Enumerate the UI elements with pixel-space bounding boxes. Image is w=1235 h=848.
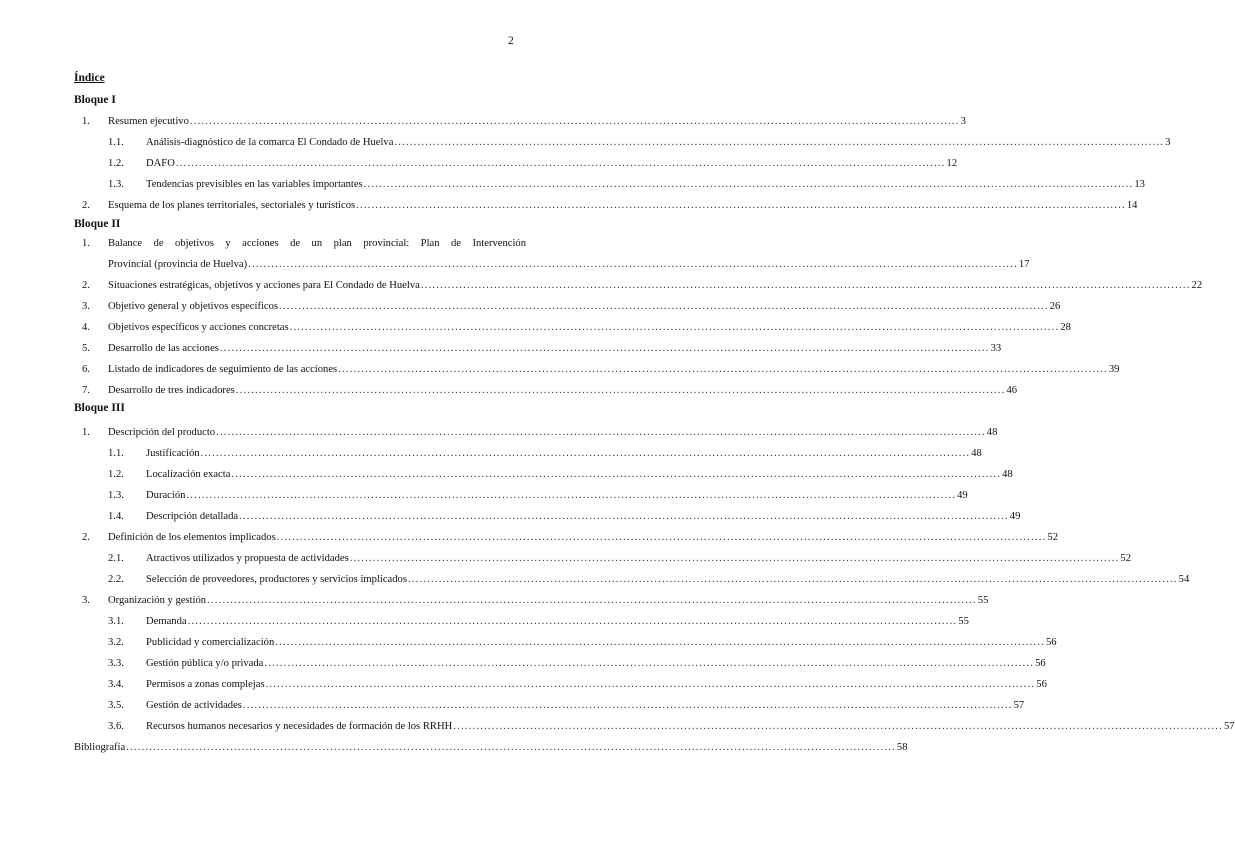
toc-entry-page: 55 (977, 595, 989, 606)
block-heading: Bloque III (74, 402, 125, 414)
toc-entry-page: 13 (1134, 179, 1145, 190)
dot-leader: ........................................................................................................................................................................................................ (186, 490, 957, 501)
toc-entry-page: 48 (971, 448, 982, 459)
toc-entry-title: Resumen ejecutivo (108, 116, 189, 127)
toc-entry-number: 5. (82, 343, 90, 354)
toc-entry-number: 3.6. (108, 721, 124, 732)
page-number: 2 (508, 35, 514, 47)
toc-entry-number: 1. (82, 116, 90, 127)
toc-entry-number: 2. (82, 280, 90, 291)
toc-entry-row (146, 553, 1131, 564)
toc-entry-page: 57 (1013, 700, 1025, 711)
toc-entry-number: 3.1. (108, 616, 124, 627)
toc-entry-title: Desarrollo de tres indicadores (108, 385, 235, 396)
toc-entry-row (146, 158, 958, 169)
toc-entry-page: 33 (990, 343, 1002, 354)
block-heading: Bloque I (74, 94, 116, 106)
toc-entry-row (108, 595, 989, 606)
toc-entry-row (146, 511, 1021, 522)
toc-entry-page: 48 (986, 427, 998, 438)
toc-entry-title: Objetivos específicos y acciones concretas (108, 322, 289, 333)
toc-entry-row (108, 200, 1138, 211)
toc-entry-number: 3.3. (108, 658, 124, 669)
toc-entry-row (146, 448, 982, 459)
toc-entry-row (108, 322, 1071, 333)
toc-entry-number: 3. (82, 595, 90, 606)
dot-leader: ........................................................................................................................................................................................................ (231, 469, 1002, 480)
toc-entry-title: Descripción detallada (146, 511, 239, 522)
toc-entry-number: 1.3. (108, 490, 124, 501)
toc-entry-page: 56 (1045, 637, 1057, 648)
dot-leader: ........................................................................................................................................................................................................ (363, 179, 1134, 190)
toc-entry-row (108, 301, 1061, 312)
toc-entry-number: 3.5. (108, 700, 124, 711)
toc-entry-number: 3.2. (108, 637, 124, 648)
toc-entry-page: 52 (1120, 553, 1131, 564)
toc-entry-title: Duración (146, 490, 186, 501)
toc-entry-row (108, 385, 1018, 396)
dot-leader: ........................................................................................................................................................................................................ (264, 658, 1035, 669)
toc-entry-row (146, 574, 1190, 585)
toc-entry-page: 54 (1178, 574, 1190, 585)
dot-leader: ........................................................................................................................................................................................................ (216, 427, 986, 438)
dot-leader: ........................................................................................................................................................................................................ (289, 322, 1060, 333)
toc-entry-title: Organización y gestión (108, 595, 207, 606)
toc-entry-page: 17 (1018, 259, 1030, 270)
toc-entry-number: 4. (82, 322, 90, 333)
toc-entry-title: Gestión pública y/o privada (146, 658, 264, 669)
toc-entry-title-line1: Balance de objetivos y acciones de un plan provincial: Plan de Intervención (108, 238, 526, 249)
dot-leader: ........................................................................................................................................................................................................ (276, 532, 1047, 543)
toc-entry-page: 28 (1060, 322, 1071, 333)
toc-entry-row (146, 637, 1057, 648)
toc-entry-title: Atractivos utilizados y propuesta de actividades (146, 553, 349, 564)
toc-entry-number: 1.1. (108, 137, 124, 148)
toc-entry-number: 2.2. (108, 574, 124, 585)
toc-entry-title: Tendencias previsibles en las variables importantes (146, 179, 363, 190)
toc-entry-page: 49 (1009, 511, 1021, 522)
toc-entry-number: 1.2. (108, 158, 124, 169)
toc-entry-number: 1.2. (108, 469, 124, 480)
toc-entry-page: 46 (1006, 385, 1018, 396)
toc-entry-row (108, 427, 998, 438)
toc-entry-page: 56 (1035, 658, 1046, 669)
toc-entry-row (108, 364, 1120, 375)
toc-entry-row (146, 137, 1171, 148)
dot-leader: ........................................................................................................................................................................................................ (453, 721, 1223, 732)
toc-entry-row (108, 343, 1002, 354)
toc-entry-page: 57 (1223, 721, 1235, 732)
dot-leader: ........................................................................................................................................................................................................ (265, 679, 1036, 690)
toc-entry-number: 7. (82, 385, 90, 396)
toc-entry-row (146, 179, 1145, 190)
toc-entry-page: 39 (1108, 364, 1120, 375)
toc-entry-title: Situaciones estratégicas, objetivos y acciones para El Condado de Huelva (108, 280, 420, 291)
toc-entry-title: Recursos humanos necesarios y necesidades de formación de los RRHH (146, 721, 453, 732)
toc-entry-page: 14 (1126, 200, 1138, 211)
dot-leader: ........................................................................................................................................................................................................ (356, 200, 1126, 211)
index-title: Índice (74, 72, 105, 84)
toc-entry-row (146, 700, 1025, 711)
dot-leader: ........................................................................................................................................................................................................ (275, 637, 1045, 648)
toc-entry-number: 1. (82, 427, 90, 438)
toc-entry-title: Selección de proveedores, productores y servicios implicados (146, 574, 407, 585)
toc-entry-page: 12 (946, 158, 958, 169)
toc-entry-title: Definición de los elementos implicados (108, 532, 276, 543)
toc-entry-page: 58 (896, 742, 908, 753)
dot-leader: ........................................................................................................................................................................................................ (219, 343, 990, 354)
dot-leader: ........................................................................................................................................................................................................ (200, 448, 971, 459)
toc-entry-page: 26 (1049, 301, 1061, 312)
dot-leader: ........................................................................................................................................................................................................ (189, 116, 960, 127)
toc-entry-number: 2. (82, 200, 90, 211)
toc-entry-row (74, 742, 908, 753)
dot-leader: ........................................................................................................................................................................................................ (126, 742, 896, 753)
toc-entry-page: 3 (960, 116, 966, 127)
toc-entry-title: Permisos a zonas complejas (146, 679, 265, 690)
toc-entry-row (146, 469, 1013, 480)
toc-entry-row (146, 721, 1235, 732)
toc-entry-row (108, 116, 966, 127)
toc-entry-number: 3.4. (108, 679, 124, 690)
dot-leader: ........................................................................................................................................................................................................ (242, 700, 1013, 711)
toc-entry-title: Esquema de los planes territoriales, sectoriales y turísticos (108, 200, 356, 211)
toc-entry-page: 49 (957, 490, 968, 501)
dot-leader: ........................................................................................................................................................................................................ (394, 137, 1165, 148)
toc-entry-title: Listado de indicadores de seguimiento de las acciones (108, 364, 338, 375)
toc-entry-title: Descripción del producto (108, 427, 216, 438)
toc-entry-number: 1. (82, 238, 90, 249)
toc-entry-row (146, 616, 969, 627)
dot-leader: ........................................................................................................................................................................................................ (279, 301, 1049, 312)
toc-entry-number: 2. (82, 532, 90, 543)
toc-entry-page: 55 (958, 616, 969, 627)
toc-entry-number: 1.1. (108, 448, 124, 459)
toc-entry-number: 1.3. (108, 179, 124, 190)
block-heading: Bloque II (74, 218, 121, 230)
toc-entry-page: 48 (1002, 469, 1013, 480)
toc-entry-row (108, 532, 1058, 543)
toc-entry-title: Gestión de actividades (146, 700, 242, 711)
dot-leader: ........................................................................................................................................................................................................ (187, 616, 958, 627)
toc-entry-title: Justificación (146, 448, 200, 459)
toc-entry-title: Bibliografía (74, 742, 126, 753)
toc-entry-number: 1.4. (108, 511, 124, 522)
toc-entry-title: Publicidad y comercialización (146, 637, 275, 648)
toc-entry-title: Análisis-diagnóstico de la comarca El Condado de Huelva (146, 137, 394, 148)
toc-entry-row (146, 490, 968, 501)
dot-leader: ........................................................................................................................................................................................................ (349, 553, 1120, 564)
dot-leader: ........................................................................................................................................................................................................ (407, 574, 1178, 585)
toc-entry-title: Demanda (146, 616, 187, 627)
toc-entry-number: 6. (82, 364, 90, 375)
toc-entry-row (108, 280, 1203, 291)
toc-entry-title: Objetivo general y objetivos específicos (108, 301, 279, 312)
toc-entry-row (146, 679, 1047, 690)
toc-entry-page: 22 (1191, 280, 1203, 291)
dot-leader: ........................................................................................................................................................................................................ (175, 158, 946, 169)
toc-entry-row (146, 658, 1046, 669)
toc-entry-page: 52 (1047, 532, 1058, 543)
dot-leader: ........................................................................................................................................................................................................ (239, 511, 1009, 522)
toc-entry-page: 56 (1036, 679, 1047, 690)
dot-leader: ........................................................................................................................................................................................................ (235, 385, 1006, 396)
toc-entry-title: Desarrollo de las acciones (108, 343, 219, 354)
toc-entry-number: 3. (82, 301, 90, 312)
dot-leader: ........................................................................................................................................................................................................ (338, 364, 1108, 375)
dot-leader: ........................................................................................................................................................................................................ (248, 259, 1018, 270)
toc-entry-page: 3 (1165, 137, 1171, 148)
toc-entry-number: 2.1. (108, 553, 124, 564)
toc-entry-title: DAFO (146, 158, 175, 169)
dot-leader: ........................................................................................................................................................................................................ (420, 280, 1191, 291)
toc-entry-title: Provincial (provincia de Huelva) (108, 259, 248, 270)
dot-leader: ........................................................................................................................................................................................................ (207, 595, 977, 606)
toc-entry-row (108, 259, 1030, 270)
toc-entry-title: Localización exacta (146, 469, 231, 480)
